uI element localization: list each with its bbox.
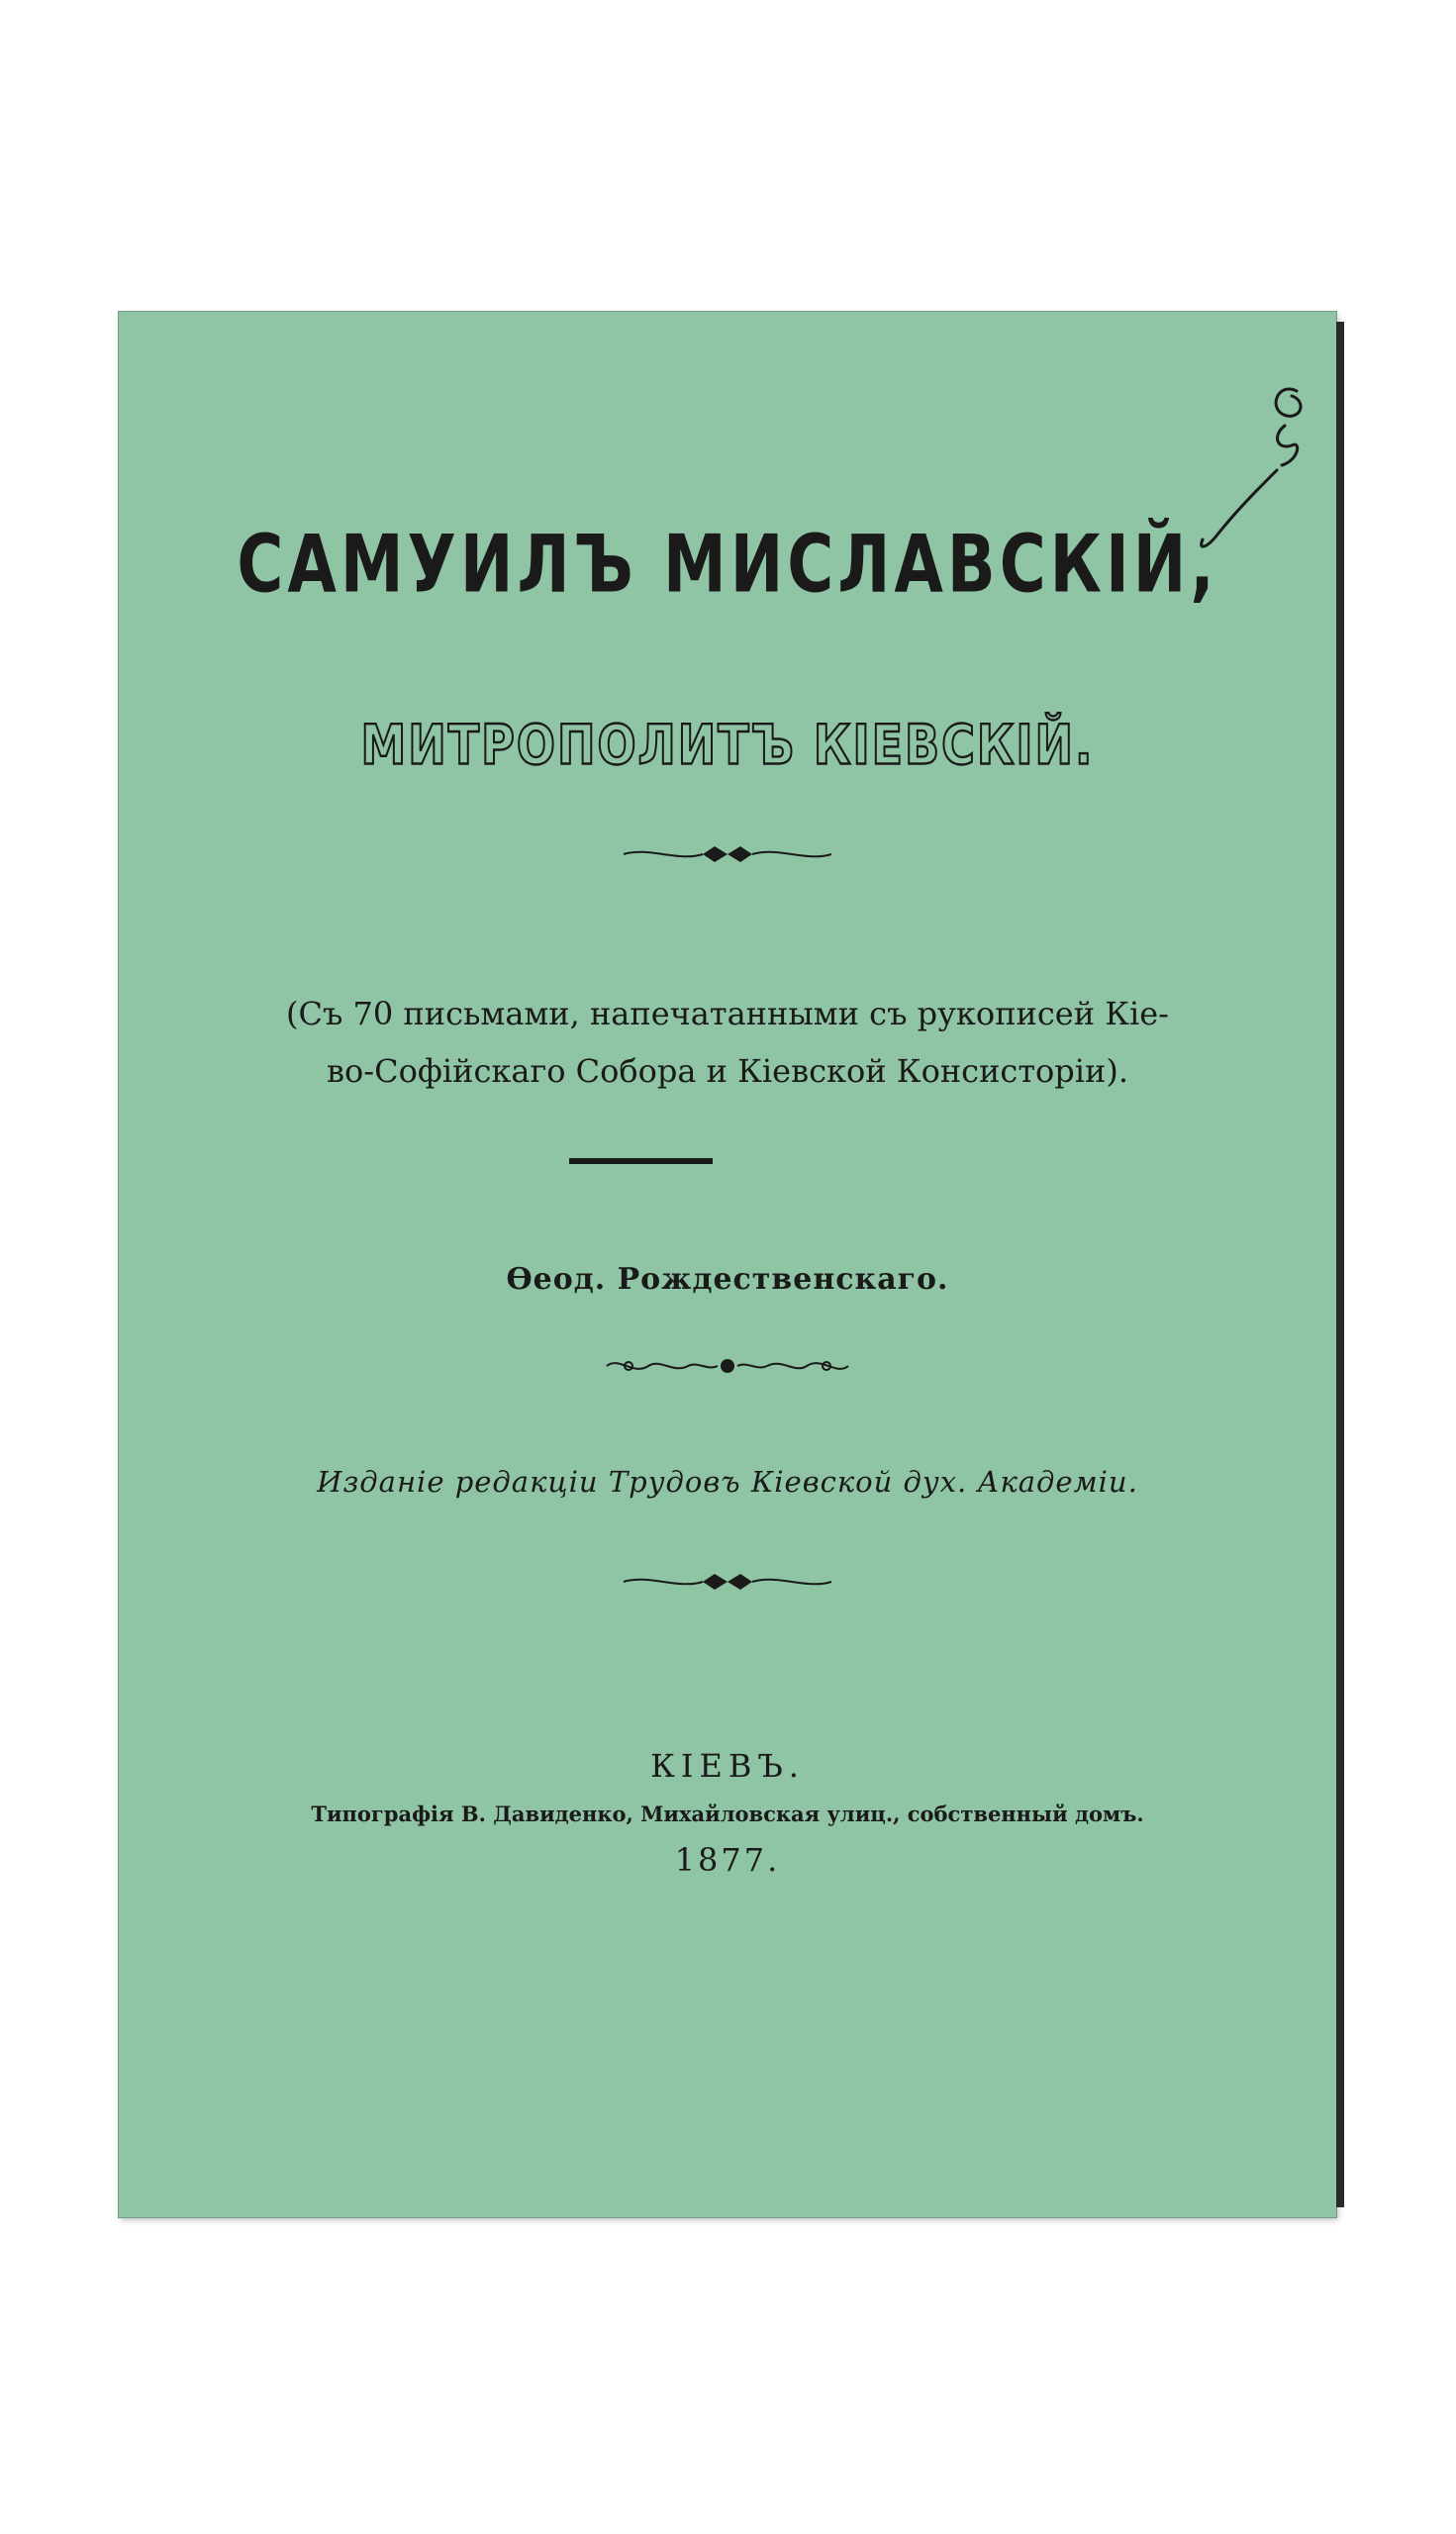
book-title: САМУИЛЪ МИСЛАВСКІЙ,	[237, 520, 1218, 612]
description-line-1: (Съ 70 письмами, напечатанными съ рукописей Кіе-	[286, 995, 1169, 1032]
author: Ѳеод. Рождественскаго.	[506, 1262, 949, 1297]
description	[119, 985, 1336, 1100]
ornament-scroll	[119, 1353, 1336, 1383]
book-subtitle: МИТРОПОЛИТЪ КІЕВСКІЙ.	[360, 713, 1095, 777]
book-cover	[119, 312, 1336, 2217]
publication-year: 1877.	[674, 1841, 781, 1879]
printer-info: Типографія В. Давиденко, Михайловская улиц., собственный домъ.	[311, 1802, 1144, 1826]
page-edge	[1336, 322, 1344, 2207]
publication-city: КІЕВЪ.	[650, 1747, 805, 1785]
description-line-2: во-Софійскаго Собора и Кіевской Консисторіи).	[326, 1052, 1128, 1090]
ornament-flourish	[119, 841, 1336, 871]
ornament-flourish-2	[119, 1569, 1336, 1599]
divider-rule	[569, 1158, 713, 1164]
edition-note: Изданіе редакціи Трудовъ Кіевской дух. Академіи.	[317, 1465, 1138, 1499]
